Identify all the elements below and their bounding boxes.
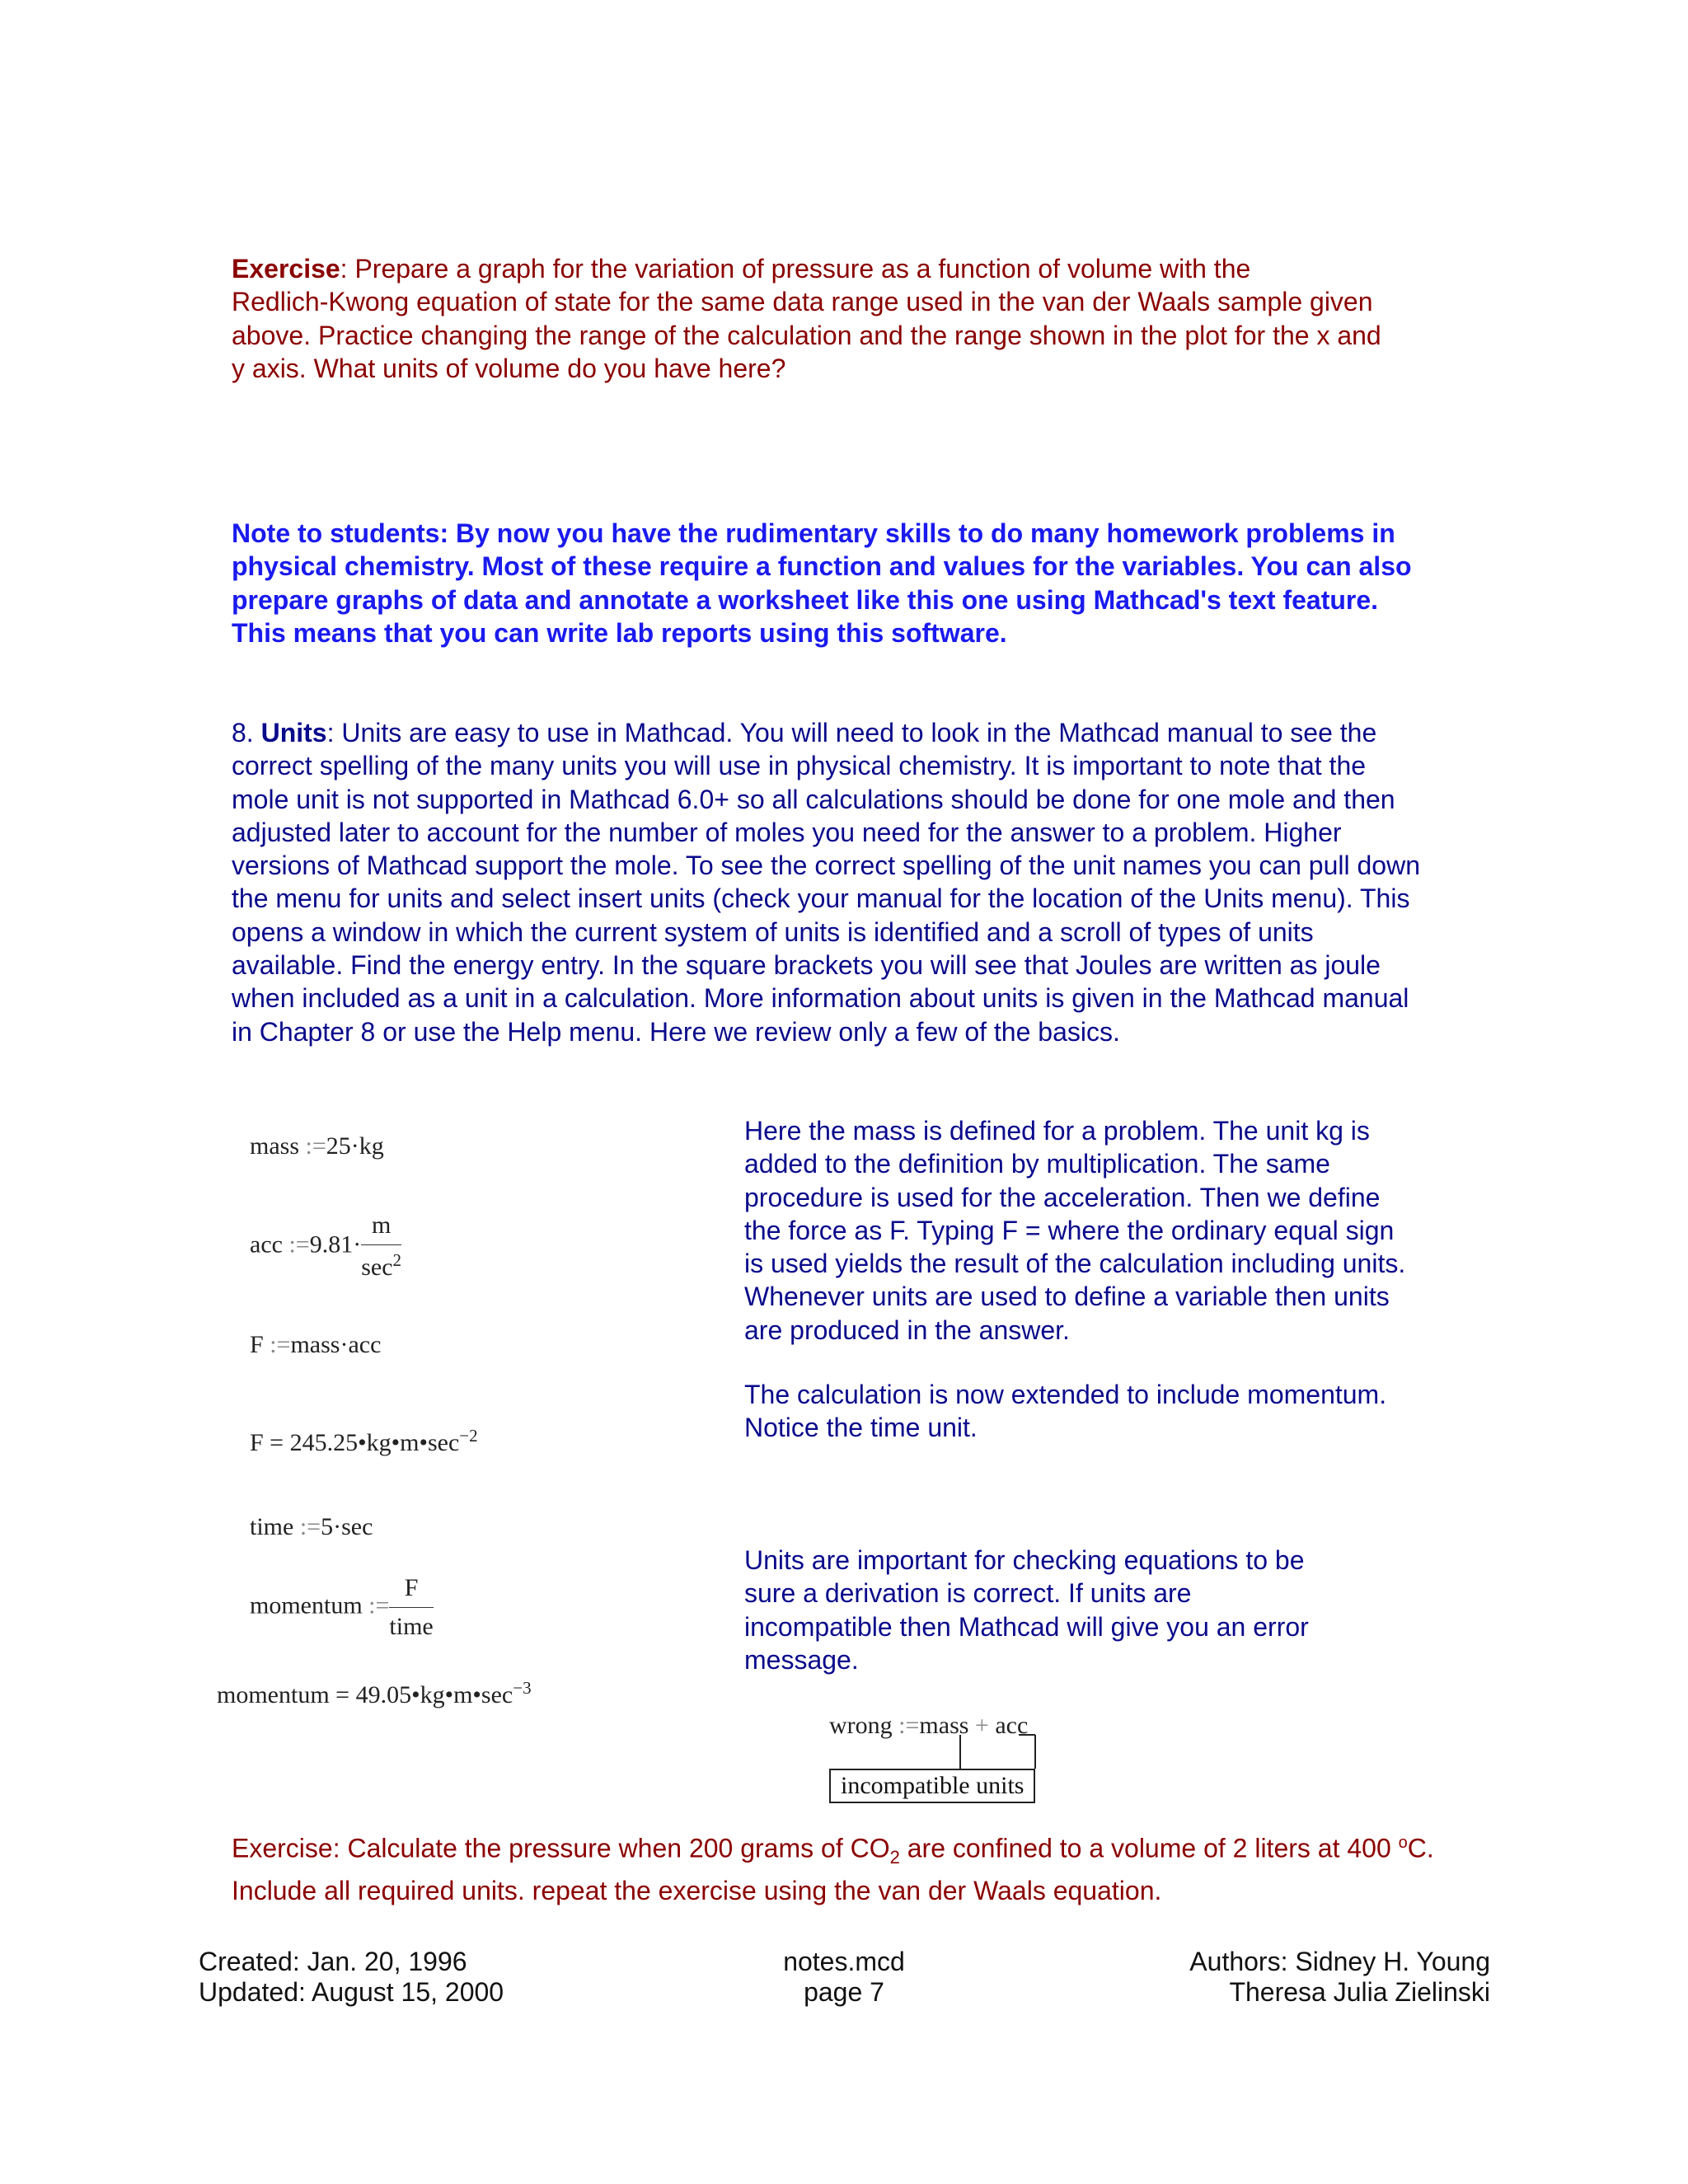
wrong-definition[interactable]: wrong :=mass + acc (829, 1712, 1029, 1739)
force-evaluation[interactable]: $F = 245.25•kg•m•\sec^{-2}$ (250, 1426, 478, 1456)
mass-definition[interactable]: mass :=25·kg (250, 1132, 384, 1160)
incompatible-units-error: incompatible units (829, 1769, 1035, 1803)
note-to-students: Note to students: By now you have the rudimentary skills to do many homework problems in physical chemistry. Most of these require a function and values for the variables. You can also prepare graphs of data and annotate a worksheet like this one using Mathcad's text feature. This means that you can write lab reports using this software. (232, 518, 1412, 648)
exercise-co2-paragraph: Exercise: Calculate the pressure when 200 grams of $CO_2$ are confined to a volume of 2 liters at 400 $^o$C. Include all required units. repeat the exercise using the van der Waals equation. (232, 1833, 1434, 1906)
acc-definition[interactable]: acc :=9.81· $\frac{m}{\sec^2}$ (250, 1212, 402, 1281)
units-section-paragraph: 8. Units: Units are easy to use in Mathcad. You will need to look in the Mathcad manual to see the correct spelling of the many units you will use in physical chemistry. It is important to note that the mole unit is not supported in Mathcad 6.0+ so all calculations should be done for one mole and then adjusted later to account for the number of moles you need for the answer to a problem. Higher versions of Mathcad support the mole. To see the correct spelling of the unit names you can pull down the menu for units and select insert units (check your manual for the location of the Units menu). This opens a window in which the current system of units is identified and a scroll of types of units available. Find the energy entry. In the square brackets you will see that Joules are written as joule when included as a unit in a calculation. More information about units is given in the Mathcad manual in Chapter 8 or use the Help menu. Here we review only a few of the basics. (232, 718, 1420, 1047)
footer-file: notes.mcd page 7 (783, 1947, 905, 2007)
momentum-fraction: $\frac{F}{\text{time}}$ (389, 1574, 434, 1640)
force-definition[interactable]: F :=mass·acc (250, 1331, 382, 1358)
wrong-operand-mass: mass (919, 1712, 969, 1739)
time-definition[interactable]: time :=5·sec (250, 1513, 373, 1540)
acc-fraction: $\frac{m}{\sec^2}$ (361, 1212, 402, 1281)
wrong-operand-acc: acc (995, 1712, 1029, 1739)
momentum-evaluation[interactable]: momentum = $49.05•kg•m•\sec^{-3}$ (217, 1678, 532, 1708)
explanation-mass-force: Here the mass is defined for a problem. The unit kg is added to the definition by multiplication. The same procedure is used for the acceleration. Then we define the force as F. Typing F = where the ordinary equal sign is used yields the result of the calculation including units. Whenever units are used to define a variable then units are produced in the answer. (744, 1116, 1406, 1345)
momentum-definition[interactable]: momentum := $\frac{F}{\text{time}}$ (250, 1574, 434, 1640)
units-heading: Units (260, 718, 327, 748)
exercise-paragraph: Exercise: Prepare a graph for the variation of pressure as a function of volume with the Redlich-Kwong equation of state for the same data range used in the van der Waals sample given above. Practice changing the range of the calculation and the range shown in the plot for the x and y axis. What units of volume do you have here? (232, 254, 1381, 383)
explanation-units-check: Units are important for checking equations to be sure a derivation is correct. If units are incompatible then Mathcad will give you an error message. (744, 1545, 1309, 1675)
exercise-label: Exercise (232, 254, 340, 284)
explanation-momentum: The calculation is now extended to include momentum. Notice the time unit. (744, 1380, 1387, 1443)
footer-authors: Authors: Sidney H. Young Theresa Julia Zielinski (1189, 1947, 1490, 2007)
footer-dates: Created: Jan. 20, 1996 Updated: August 15, 2000 (199, 1947, 504, 2007)
